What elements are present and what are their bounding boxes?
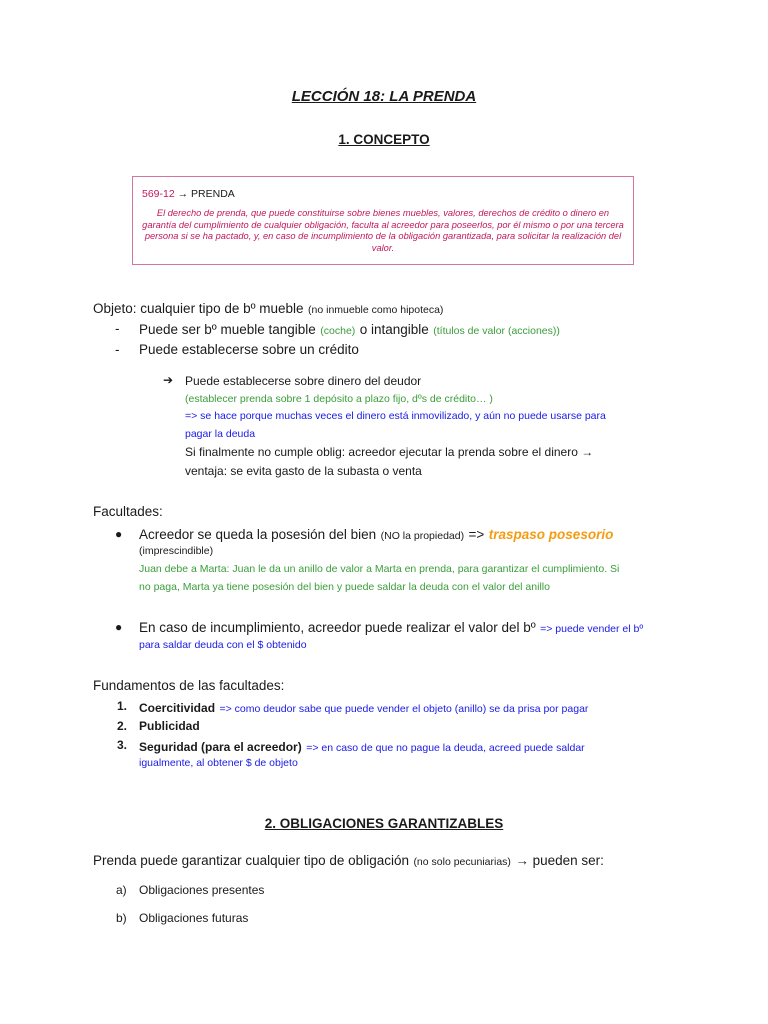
objeto-line <box>93 300 443 318</box>
section-1-heading: 1. CONCEPTO <box>338 132 430 147</box>
dash-bullet: - <box>115 342 120 357</box>
sub-item-example: (establecer prenda sobre 1 depósito a plazo fijo, dºs de crédito… ) <box>185 393 493 405</box>
sub-item-note: ventaja: se evita gasto de la subasta o venta <box>185 464 422 478</box>
fundamentos-heading: Fundamentos de las facultades: <box>93 678 285 693</box>
numbered-marker: 3. <box>117 738 128 752</box>
obligation-item: Obligaciones presentes <box>139 883 265 897</box>
intro-text: Prenda puede garantizar cualquier tipo de obligación <box>93 853 409 868</box>
section-2-intro <box>93 852 604 870</box>
bullet-dot: ● <box>115 527 123 541</box>
obligation-item: Obligaciones futuras <box>139 911 249 925</box>
facultad-explanation: => puede vender el bº <box>540 623 644 635</box>
facultad-note: (NO la propiedad) <box>380 530 465 542</box>
bullet-dot: ● <box>115 620 123 634</box>
objeto-main: Objeto: cualquier tipo de bº mueble <box>93 301 304 316</box>
numbered-marker: 2. <box>117 719 128 733</box>
intro-text: → pueden ser: <box>515 853 604 868</box>
numbered-marker: 1. <box>117 699 128 713</box>
fundamento-label: Seguridad (para el acreedor) <box>139 740 302 754</box>
arrow-bullet: ➔ <box>163 373 174 387</box>
law-article-text: El derecho de prenda, que puede constituirse sobre bienes muebles, valores, derechos de crédito o dinero en garantía del cumplimiento de cualquier obligación, faculta al acreedor para poseerlos, por él mismo o por una tercera persona si se ha pactado, y, en caso de incumplimiento de la obligación garantizada, para solicitar la realización del valor. <box>142 208 624 253</box>
sub-item-note: Si finalmente no cumple oblig: acreedor ejecutar la prenda sobre el dinero → <box>185 445 594 459</box>
list-item-note: (títulos de valor (acciones)) <box>433 325 560 337</box>
facultad-item <box>139 526 613 544</box>
objeto-note: (no inmueble como hipoteca) <box>308 304 444 316</box>
letter-marker: a) <box>116 883 127 897</box>
law-article-box <box>132 176 634 265</box>
article-topic: → PRENDA <box>177 188 235 200</box>
intro-note: (no solo pecuniarias) <box>413 856 511 868</box>
facultad-text: En caso de incumplimiento, acreedor puede realizar el valor del bº <box>139 620 536 635</box>
facultad-example: Juan debe a Marta: Juan le da un anillo de valor a Marta en prenda, para garantizar el cumplimiento. Si <box>139 563 620 575</box>
section-2-heading: 2. OBLIGACIONES GARANTIZABLES <box>264 816 504 831</box>
list-item-text: Puede ser bº mueble tangible <box>139 322 316 337</box>
facultad-example: no paga, Marta ya tiene posesión del bien y puede saldar la deuda con el valor del anillo <box>139 581 550 593</box>
fundamento-note: => como deudor sabe que puede vender el objeto (anillo) se da prisa por pagar <box>219 703 589 715</box>
law-reference <box>142 188 235 200</box>
list-item-note: (coche) <box>320 325 356 337</box>
list-item-text: o intangible <box>359 322 429 337</box>
fundamento-item <box>139 738 585 756</box>
sub-item-text: Puede establecerse sobre dinero del deudor <box>185 374 422 388</box>
dash-bullet: - <box>115 321 120 336</box>
facultad-highlight: traspaso posesorio <box>488 527 614 542</box>
fundamento-label: Coercitividad <box>139 701 216 715</box>
facultades-heading: Facultades: <box>93 504 163 519</box>
sub-item-explanation: pagar la deuda <box>185 428 256 440</box>
fundamento-note: => en caso de que no pague la deuda, acreed puede saldar <box>306 742 585 754</box>
fundamento-item <box>139 699 588 717</box>
facultad-explanation: para saldar deuda con el $ obtenido <box>139 639 307 651</box>
page-title: LECCIÓN 18: LA PRENDA <box>291 88 477 105</box>
fundamento-label: Publicidad <box>139 719 200 733</box>
fundamento-note: igualmente, al obtener $ de objeto <box>139 757 298 769</box>
facultad-arrow: => <box>468 527 485 542</box>
article-number: 569-12 <box>142 188 175 200</box>
list-item: Puede establecerse sobre un crédito <box>139 342 359 357</box>
sub-item-explanation: => se hace porque muchas veces el dinero está inmovilizado, y aún no puede usarse para <box>185 410 606 422</box>
facultad-item <box>139 619 643 637</box>
facultad-text: Acreedor se queda la posesión del bien <box>139 527 377 542</box>
facultad-line2: (imprescindible) <box>139 545 214 557</box>
list-item <box>139 321 560 339</box>
letter-marker: b) <box>116 911 127 925</box>
